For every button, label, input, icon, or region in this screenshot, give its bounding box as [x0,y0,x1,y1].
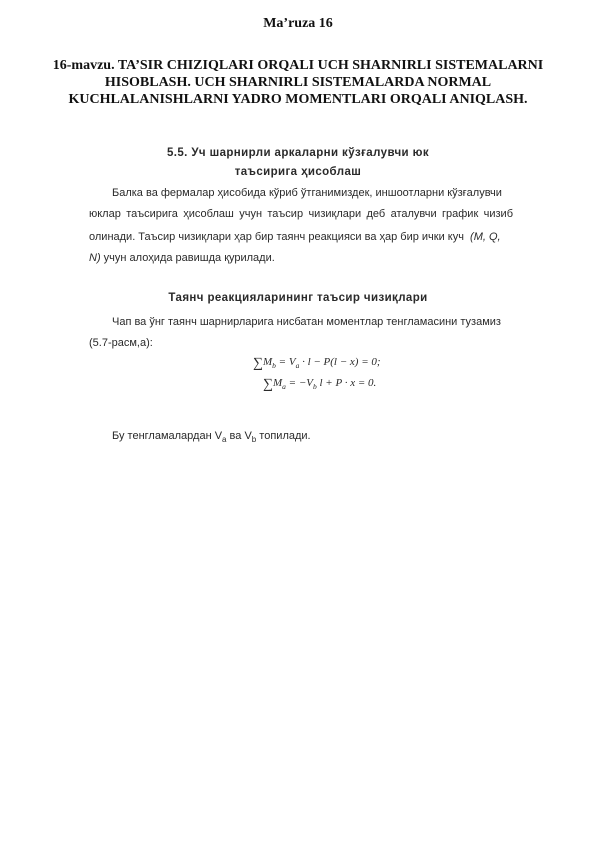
paragraph-line [89,231,513,243]
moment-equation-a: $\sum M_a = -V_b$ l + P · x = 0. [263,377,377,392]
paragraph-line: Бу тенгламалардан $V_a$ ва $V_b$ топилади. [112,430,311,444]
paragraph-line: Чап ва ўнг таянч шарнирларига нисбатан моментлар тенгламасини тузамиз [112,316,501,328]
paragraph-line: (5.7-расм,а): [89,337,153,349]
section-title: 5.5. Уч шарнирли аркаларни кўзғалувчи юк [167,147,429,159]
section-title-cont: таъсирига ҳисоблаш [234,166,362,178]
paragraph-line [89,252,275,264]
paragraph-line: юклар таъсирига ҳисоблаш учун таъсир чизиқлари деб аталувчи график чизиб [89,208,513,220]
subheading: Таянч реакцияларининг таъсир чизиқлари [168,292,428,304]
topic-title: 16-mavzu. TA’SIR CHIZIQLARI ORQALI UCH SHARNIRLI SISTEMALARNI HISOBLASH. UCH SHARNIRLI SISTEMALARDA NORMAL KUCHLALANISHLARNI YADRO MOMENTLARI ORQALI ANIQLASH. [52,58,544,107]
paragraph-line: Балка ва фермалар ҳисобида кўриб ўтганимиздек, иншоотларни кўзғалувчи [112,187,502,199]
moment-equation-b: $\sum M_b = V_a \cdot l - P(l - x) = 0$; [253,356,381,371]
paragraph-text: учун алоҳида равишда қурилади. [103,252,275,264]
paragraph-text: олинади. Таъсир чизиқлари ҳар бир таянч реакцияси ва ҳар бир ички куч [89,231,464,243]
lecture-number: Ma’ruza 16 [263,16,333,31]
forces-notation-cont: N) [89,252,101,264]
forces-notation: (M, Q, [470,231,501,243]
